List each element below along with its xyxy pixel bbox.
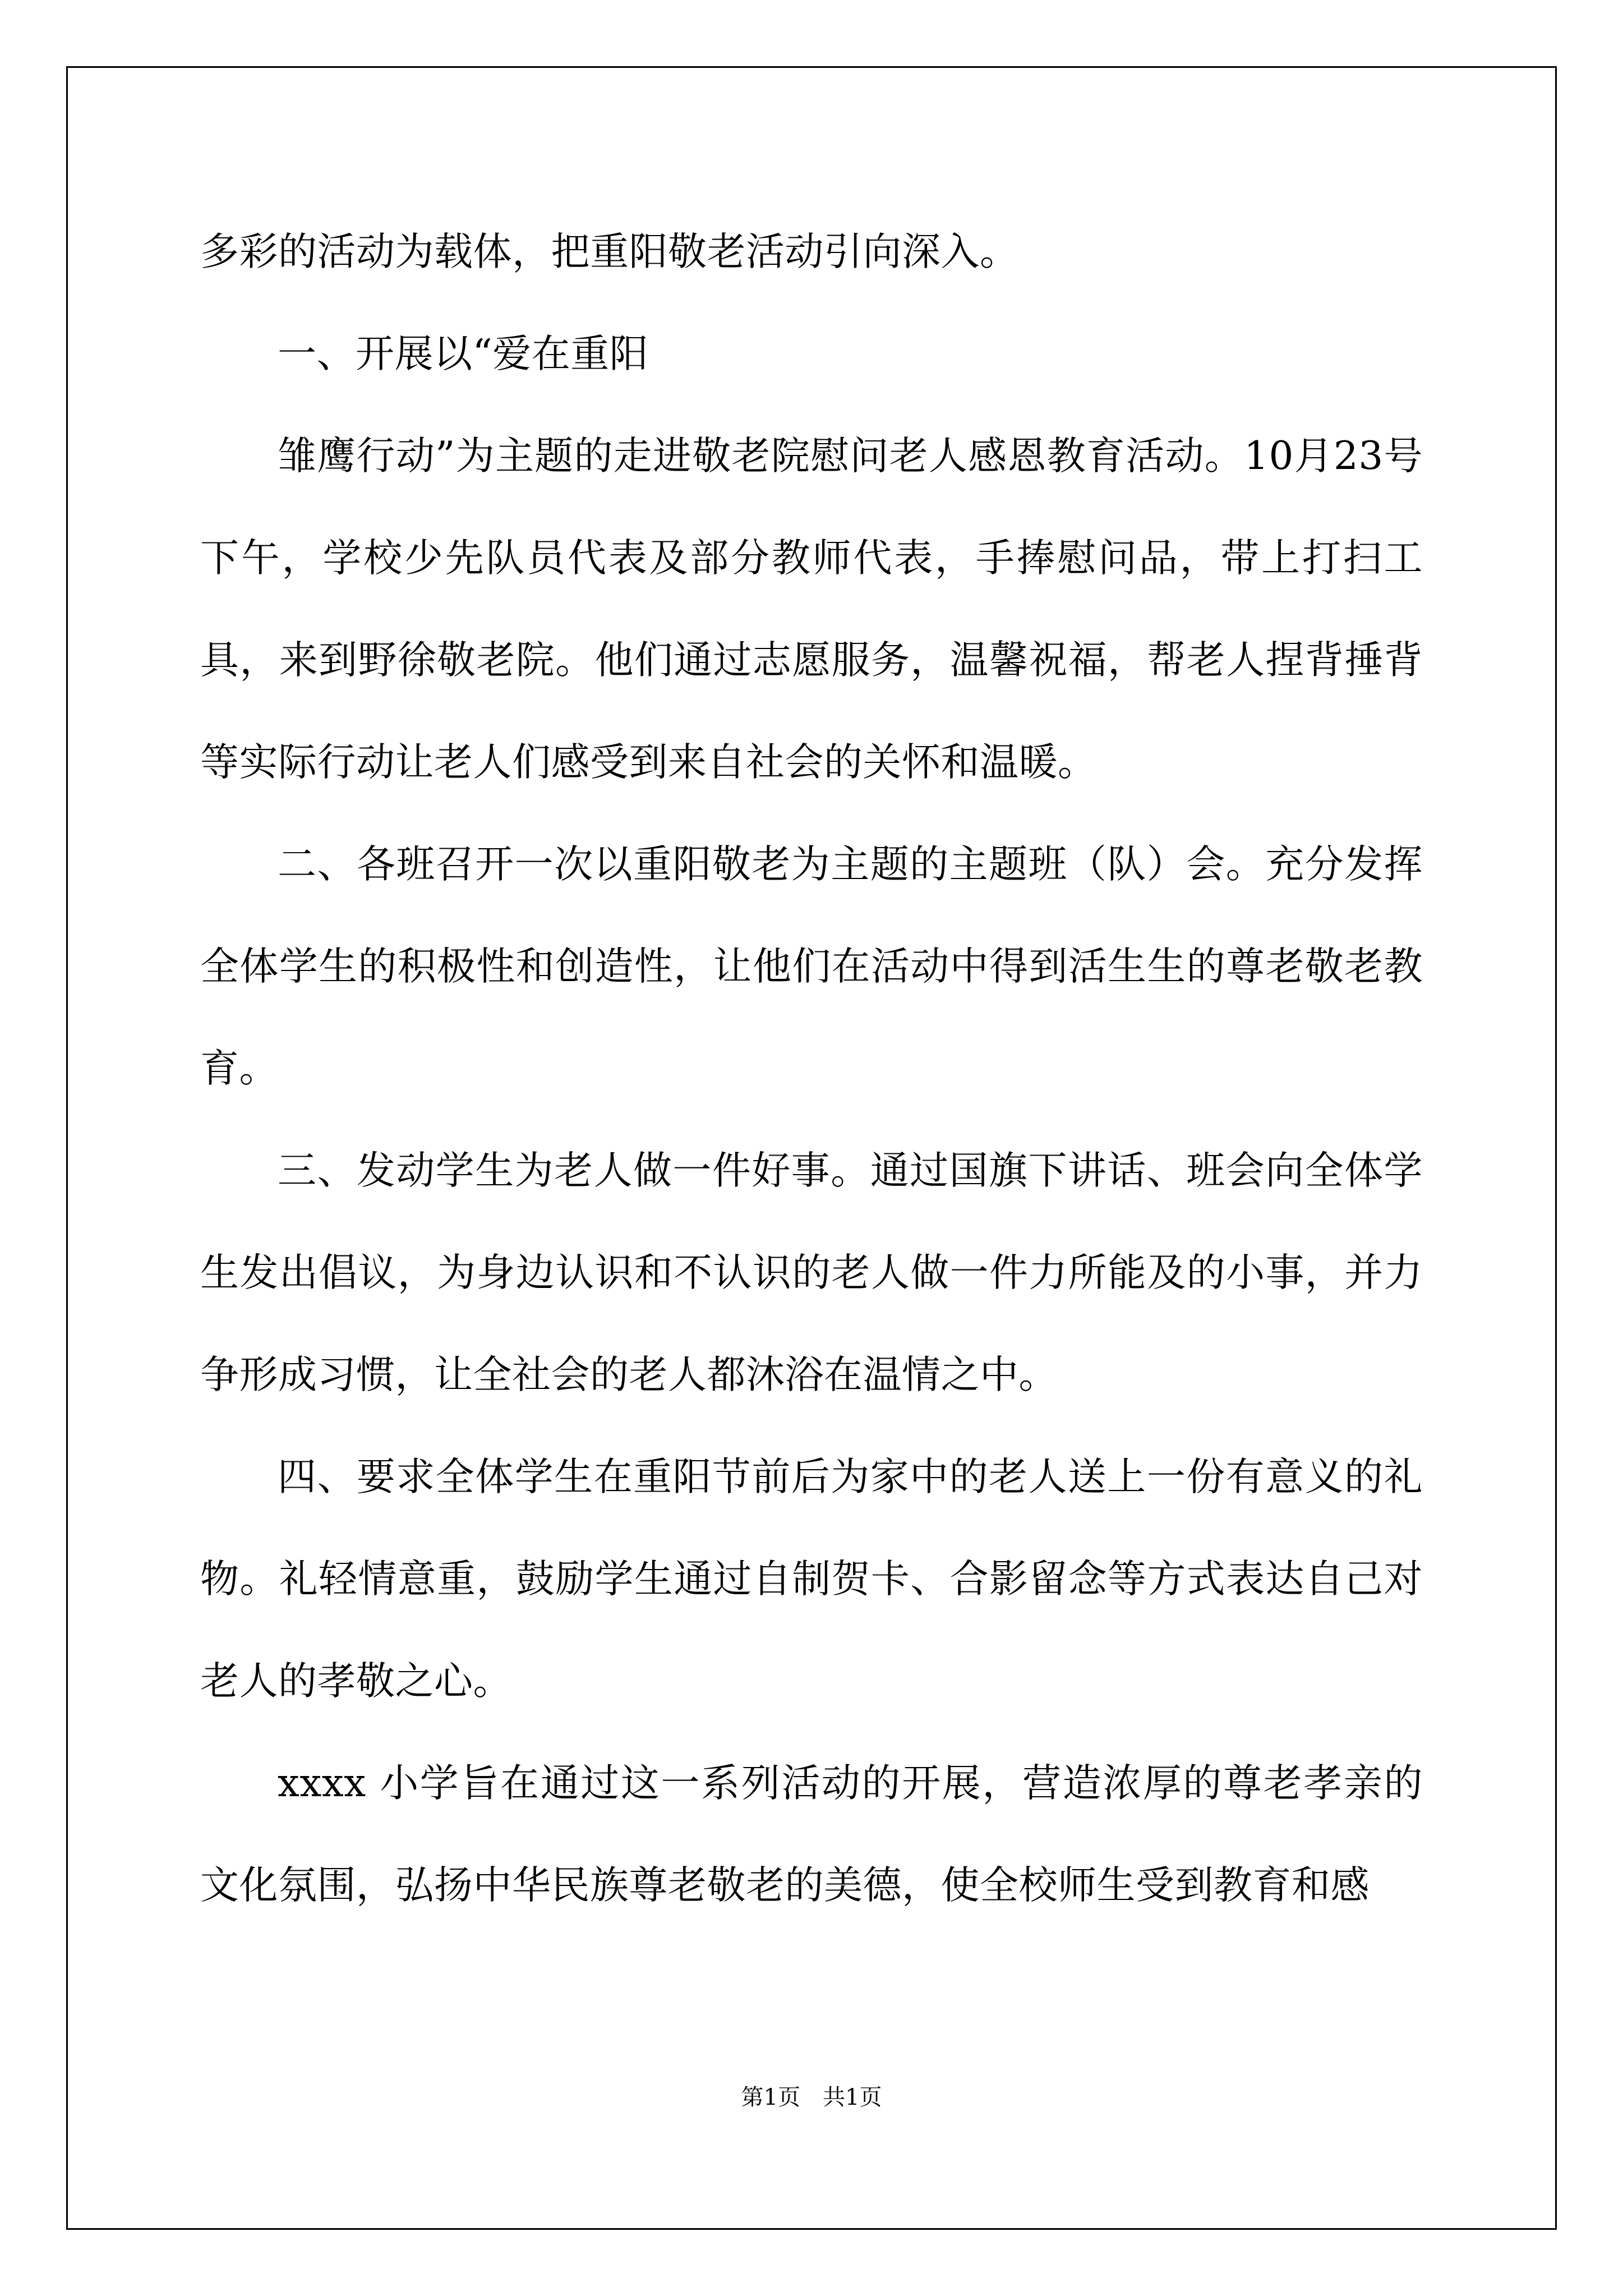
- document-body: [200, 201, 1423, 1936]
- page-footer: [0, 2079, 1623, 2111]
- paragraph-4: 二、各班召开一次以重阳敬老为主题的主题班（队）会。充分发挥全体学生的积极性和创造性，让他们在活动中得到活生生的尊老敬老教育。: [200, 842, 1423, 1091]
- paragraph-2: 一、开展以“爱在重阳: [278, 332, 649, 376]
- page-number: 第1页 共1页: [741, 2085, 882, 2110]
- paragraph-5: 三、发动学生为老人做一件好事。通过国旗下讲话、班会向全体学生发出倡议，为身边认识和不认识的老人做一件力所能及的小事，并力争形成习惯，让全社会的老人都沐浴在温情之中。: [200, 1148, 1423, 1397]
- paragraph-6: 四、要求全体学生在重阳节前后为家中的老人送上一份有意义的礼物。礼轻情意重，鼓励学生通过自制贺卡、合影留念等方式表达自己对老人的孝敬之心。: [200, 1455, 1423, 1704]
- paragraph-1: 多彩的活动为载体，把重阳敬老活动引向深入。: [200, 229, 1019, 274]
- paragraph-3: 雏鹰行动”为主题的走进敬老院慰问老人感恩教育活动。10月23号下午，学校少先队员代表及部分教师代表，手捧慰问品，带上打扫工具，来到野徐敬老院。他们通过志愿服务，温馨祝福，帮老人捏背捶背等实际行动让老人们感受到来自社会的关怀和温暖。: [200, 434, 1423, 785]
- paragraph-7: xxxx 小学旨在通过这一系列活动的开展，营造浓厚的尊老孝亲的文化氛围，弘扬中华民族尊老敬老的美德，使全校师生受到教育和感: [200, 1761, 1423, 1908]
